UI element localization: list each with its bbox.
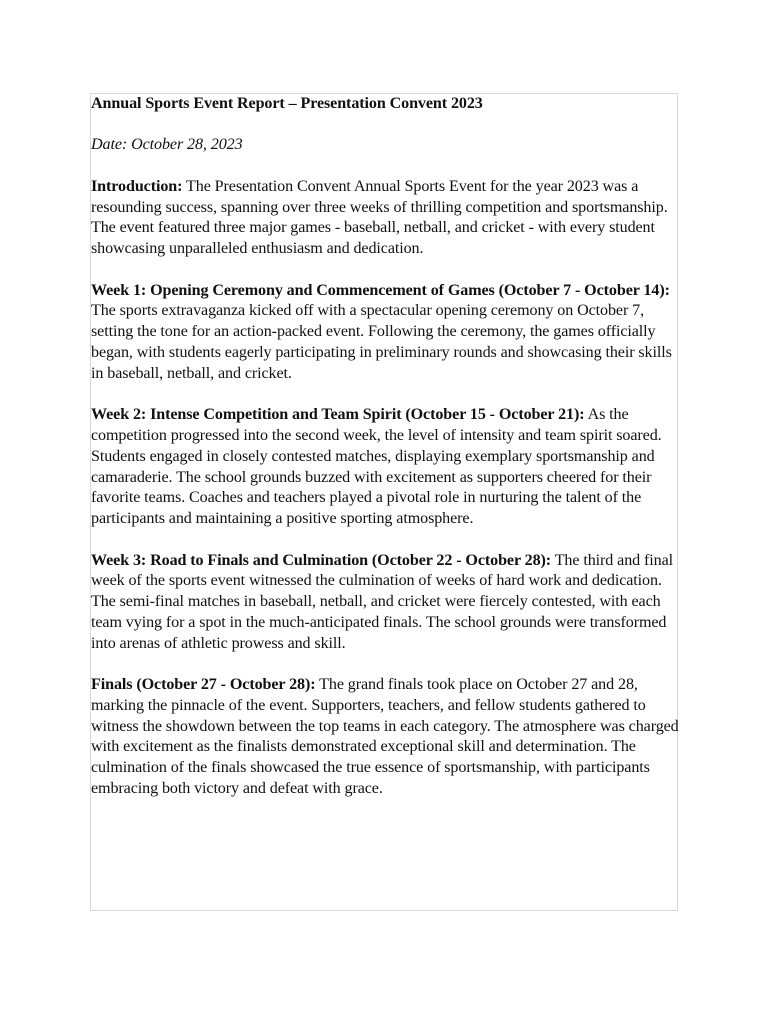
section-introduction — [91, 177, 679, 260]
section-body: The grand finals took place on October 27 and 28, marking the pinnacle of the event. Supporters, teachers, and fellow students gathered to witness the showdown between the top teams in each category. The atmosphere was charged with excitement as the finalists demonstrated exceptional skill and determination. The culmination of the finals showcased the true essence of sportsmanship, with participants embracing both victory and defeat with grace. — [91, 676, 679, 798]
section-body: The Presentation Convent Annual Sports Event for the year 2023 was a resounding success, spanning over three weeks of thrilling competition and sportsmanship. The event featured three major games - baseball, netball, and cricket - with every student showcasing unparalleled enthusiasm and dedication. — [91, 177, 668, 258]
section-heading: Week 1: Opening Ceremony and Commencement of Games (October 7 - October 14): — [91, 281, 670, 299]
document-title: Annual Sports Event Report – Presentation Convent 2023 — [91, 95, 483, 112]
section-week-1 — [91, 281, 679, 385]
section-heading: Week 3: Road to Finals and Culmination (October 22 - October 28): — [91, 551, 552, 569]
section-body: The third and final week of the sports event witnessed the culmination of weeks of hard work and dedication. The semi-final matches in baseball, netball, and cricket were fiercely contested, with each team vying for a spot in the much-anticipated finals. The school grounds were transformed into arenas of athletic prowess and skill. — [91, 551, 674, 652]
section-heading: Finals (October 27 - October 28): — [91, 676, 316, 694]
document-page — [90, 93, 678, 911]
section-week-3 — [91, 551, 679, 655]
section-heading: Week 2: Intense Competition and Team Spirit (October 15 - October 21): — [91, 406, 585, 424]
document-date: Date: October 28, 2023 — [91, 136, 243, 154]
section-heading: Introduction: — [91, 177, 183, 195]
section-body: The sports extravaganza kicked off with a spectacular opening ceremony on October 7, setting the tone for an action-packed event. Following the ceremony, the games officially began, with students eagerly participating in preliminary rounds and showcasing their skills in baseball, netball, and cricket. — [91, 302, 672, 382]
section-finals — [91, 675, 679, 800]
section-body: As the competition progressed into the second week, the level of intensity and team spirit soared. Students engaged in closely contested matches, displaying exemplary sportsmanship and camaraderie. The school grounds buzzed with excitement as supporters cheered for their favorite teams. Coaches and teachers played a pivotal role in nurturing the talent of the participants and maintaining a positive sporting atmosphere. — [91, 406, 662, 528]
section-week-2 — [91, 405, 679, 530]
document-body — [91, 94, 679, 800]
